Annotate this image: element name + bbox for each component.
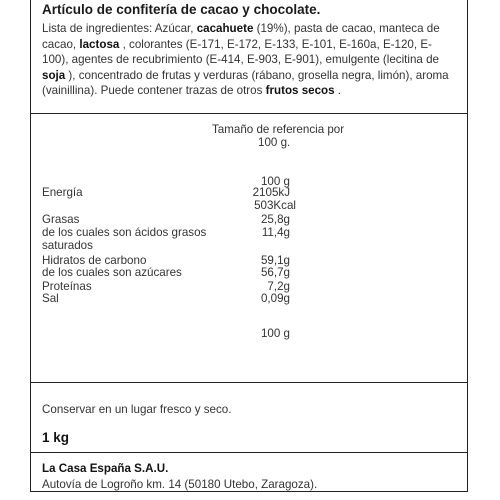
reference-size-line1: Tamaño de referencia por <box>212 123 345 136</box>
ingredient-text: (19%), pasta de cacao, manteca de cacao, <box>42 22 440 51</box>
company-address: Autovía de Logroño km. 14 (50180 Utebo, Zaragoza). <box>42 478 318 491</box>
nutrition-column-header-2: 100 g <box>260 327 290 340</box>
nutrient-value: 11,4g <box>261 226 290 239</box>
nutrient-value: 56,7g <box>260 266 290 279</box>
nutrient-value: 503Kcal <box>254 199 296 212</box>
divider-mid <box>30 382 468 383</box>
nutrition-column-header: 100 g <box>260 175 290 188</box>
ingredients-list <box>42 21 454 99</box>
nutrient-label: Energía <box>42 186 83 199</box>
divider-bottom <box>30 452 468 453</box>
nutrient-label: Sal <box>42 292 59 305</box>
nutrient-value: 25,8g <box>260 213 290 226</box>
nutrient-label: Hidratos de carbono <box>42 254 147 267</box>
ingredient-text: Lista de ingredientes: Azúcar, <box>42 22 197 35</box>
ingredient-text: . <box>334 84 342 97</box>
reference-size-line2: 100 g. <box>258 136 291 149</box>
product-title: Artículo de confitería de cacao y chocolate. <box>42 2 321 17</box>
allergen-text: soja <box>42 68 66 82</box>
ingredient-text: ), concentrado de frutas y verduras (rábano, grosella negra, limón), aroma (vainillina). Puede contener trazas de otros <box>42 68 449 97</box>
allergen-text: cacahuete <box>196 22 254 35</box>
nutrient-label: de los cuales son ácidos grasos <box>42 226 207 239</box>
nutrient-value: 59,1g <box>260 254 290 267</box>
nutrient-label: Proteínas <box>42 280 92 293</box>
nutrient-label: saturados <box>42 239 93 252</box>
nutrient-value: 2105kJ <box>252 186 290 199</box>
nutrient-label: Grasas <box>42 213 80 226</box>
allergen-text: lactosa <box>79 37 120 51</box>
divider-top <box>30 113 468 114</box>
company-name: La Casa España S.A.U. <box>42 462 169 475</box>
ingredient-text: , colorantes (E-171, E-172, E-133, E-101, E-160a, E-120, E-100), agentes de recubrimiento (E-414, E-903, E-901), emulgente (lecitina de <box>42 37 439 66</box>
nutrient-label: de los cuales son azúcares <box>42 266 182 279</box>
nutrient-value: 0,09g <box>260 292 290 305</box>
allergen-text: frutos secos <box>265 84 335 97</box>
net-weight: 1 kg <box>42 430 70 445</box>
nutrient-value: 7,2g <box>267 280 290 293</box>
storage-instructions: Conservar en un lugar fresco y seco. <box>42 403 232 416</box>
